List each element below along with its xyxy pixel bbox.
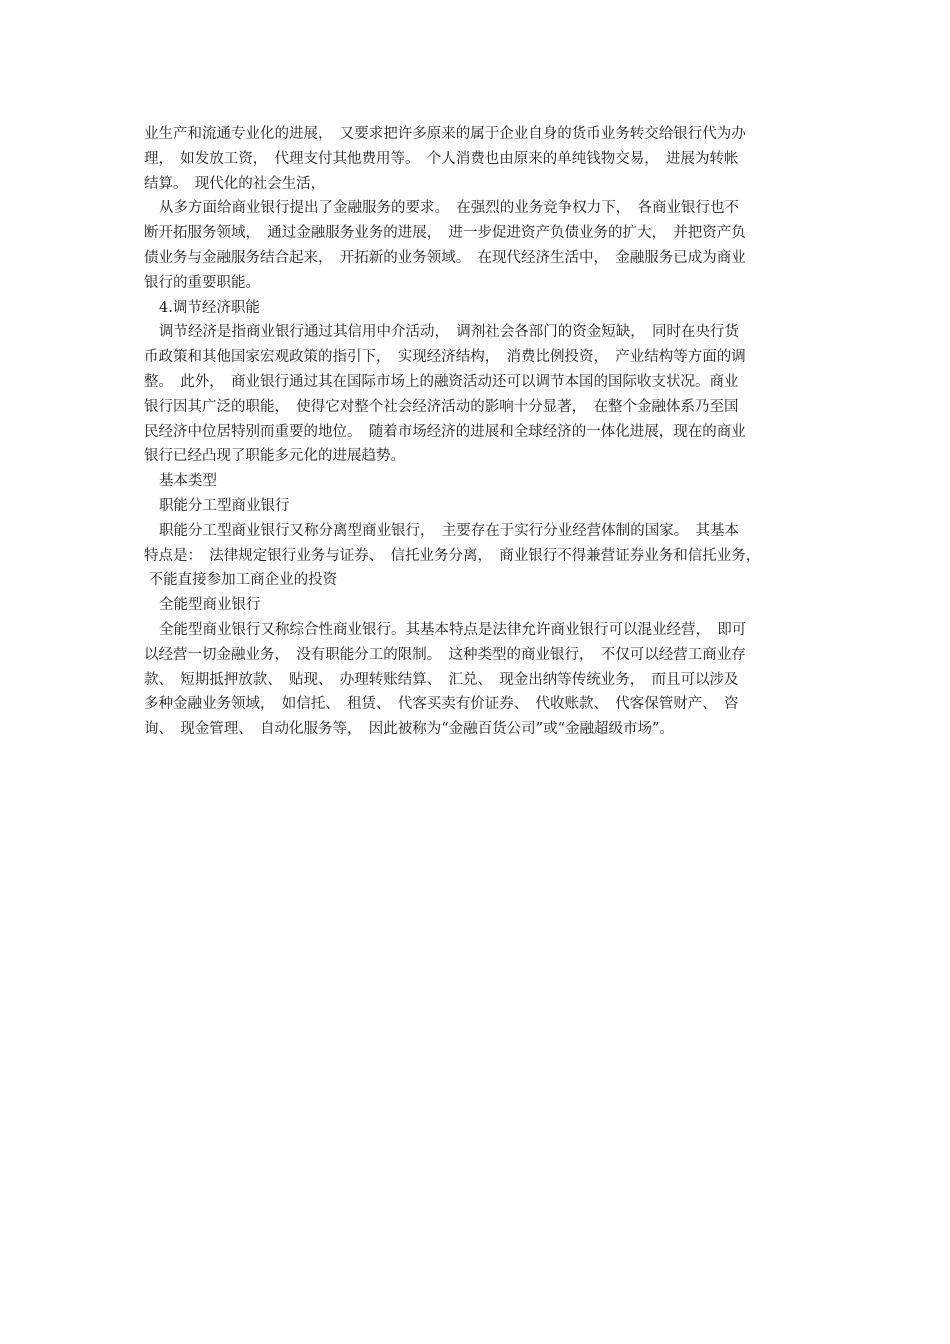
subsection-heading: 职能分工型商业银行 <box>159 497 290 514</box>
section-heading: 4.调节经济职能 <box>159 299 260 316</box>
text-line: 询、 现金管理、 自动化服务等， 因此被称为“金融百货公司”或“金融超级市场”。 <box>144 721 674 738</box>
text-line: 多种金融业务领域， 如信托、 租赁、 代客买卖有价证券、 代收账款、 代客保管财产、 咨 <box>144 696 739 713</box>
section-heading: 基本类型 <box>159 473 217 490</box>
text-line: 职能分工型商业银行又称分离型商业银行， 主要存在于实行分业经营体制的国家。 其基本 <box>159 522 739 539</box>
text-line: 断开拓服务领域， 通过金融服务业务的进展， 进一步促进资产负债业务的扩大， 并把资产负 <box>144 225 746 242</box>
text-line: 业生产和流通专业化的进展， 又要求把许多原来的属于企业自身的货币业务转交给银行代为办 <box>144 126 746 142</box>
text-line: 结算。 现代化的社会生活， <box>144 175 326 192</box>
text-line: 不能直接参加工商企业的投资 <box>144 572 338 589</box>
text-line: 从多方面给商业银行提出了金融服务的要求。 在强烈的业务竞争权力下， 各商业银行也不 <box>159 200 739 217</box>
text-line: 调节经济是指商业银行通过其信用中介活动， 调剂社会各部门的资金短缺， 同时在央行货 <box>159 324 739 341</box>
text-line: 债业务与金融服务结合起来， 开拓新的业务领域。 在现代经济生活中， 金融服务已成为商业 <box>144 249 746 266</box>
text-line: 特点是： 法律规定银行业务与证券、 信托业务分离， 商业银行不得兼营证券业务和信托业务， <box>144 547 761 564</box>
text-line: 银行已经凸现了职能多元化的进展趋势。 <box>144 448 405 465</box>
text-line: 银行的重要职能。 <box>144 274 260 291</box>
subsection-heading: 全能型商业银行 <box>159 597 261 614</box>
text-line: 币政策和其他国家宏观政策的指引下， 实现经济结构， 消费比例投资， 产业结构等方面的调 <box>144 349 746 366</box>
text-line: 民经济中位居特别而重要的地位。 随着市场经济的进展和全球经济的一体化进展，现在的商业 <box>144 423 746 440</box>
text-line: 理， 如发放工资， 代理支付其他费用等。 个人消费也由原来的单纯钱物交易， 进展为转帐 <box>144 150 739 167</box>
text-line: 全能型商业银行又称综合性商业银行。其基本特点是法律允许商业银行可以混业经营， 即可 <box>159 621 747 638</box>
document-body <box>144 122 816 742</box>
text-line: 银行因其广泛的职能， 使得它对整个社会经济活动的影响十分显著， 在整个金融体系乃至国 <box>144 398 739 415</box>
text-line: 以经营一切金融业务， 没有职能分工的限制。 这种类型的商业银行， 不仅可以经营工商业存 <box>144 646 746 663</box>
text-line: 款、 短期抵押放款、 贴现、 办理转账结算、 汇兑、 现金出纳等传统业务， 而且可以涉及 <box>144 671 739 688</box>
text-line: 整。 此外， 商业银行通过其在国际市场上的融资活动还可以调节本国的国际收支状况。商业 <box>144 373 739 390</box>
